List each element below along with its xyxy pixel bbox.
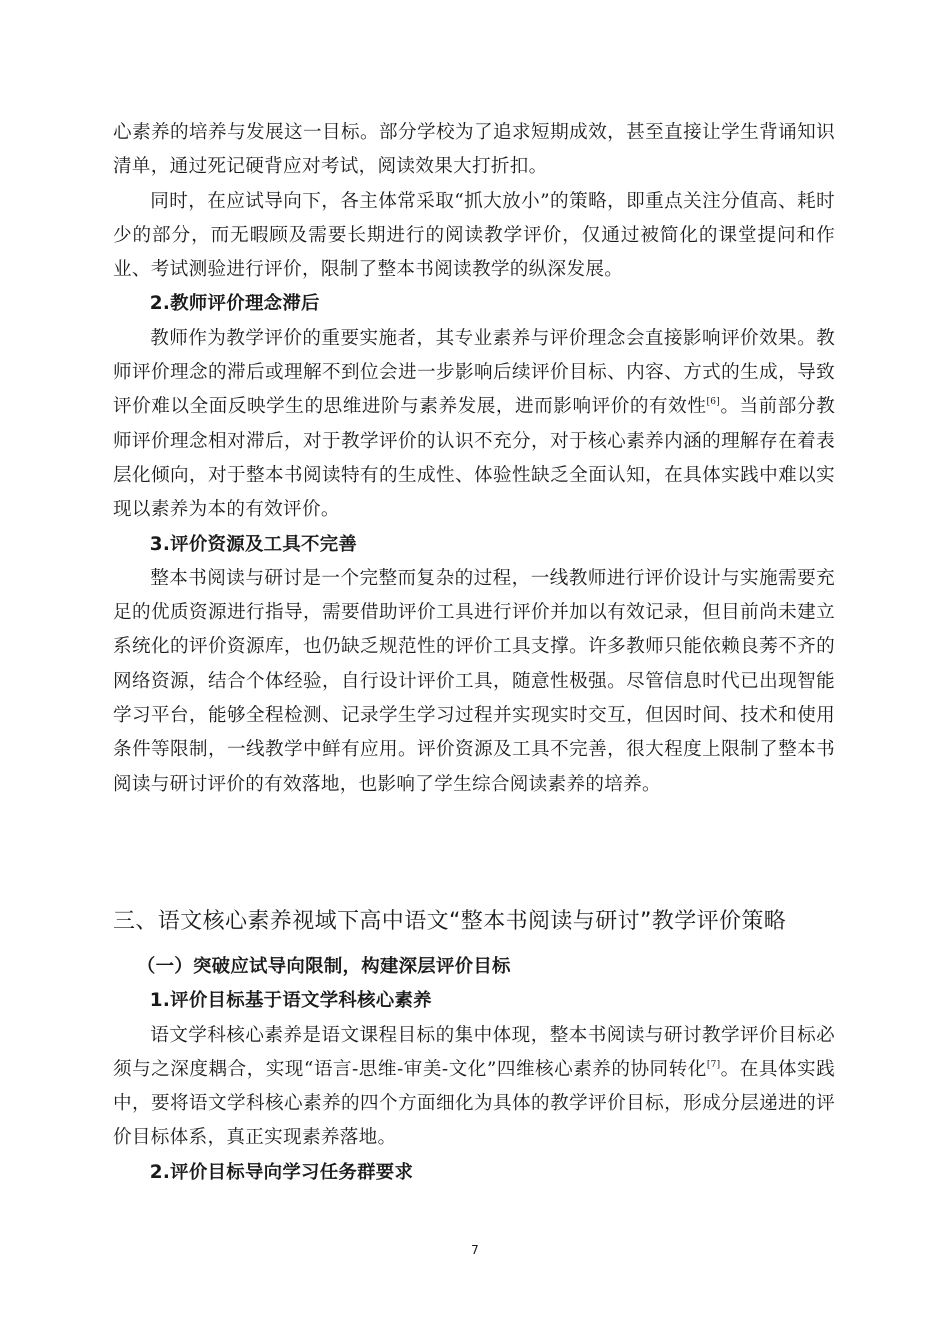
citation-6: [6] [706,397,721,408]
section-three [113,905,835,939]
paragraph-text: 。当前部分教师评价理念相对滞后，对于教学评价的认识不充分，对于核心素养内涵的理解存在着表层化倾向，对于整本书阅读特有的生成性、体验性缺乏全面认知，在具体实践中难以实现以素养为本的有效评价。 [113,396,835,521]
heading-evaluation-resources: 3.评价资源及工具不完善 [149,533,358,555]
paragraph-exam-orientation: 同时，在应试导向下，各主体常采取“抓大放小”的策略，即重点关注分值高、耗时少的部分，而无暇顾及需要长期进行的阅读教学评价，仅通过被简化的课堂提问和作业、考试测验进行评价，限制了整本书阅读教学的纵深发展。 [113,190,835,281]
paragraph-text: 语文学科核心素养是语文课程目标的集中体现，整本书阅读与研讨教学评价目标必须与之深度耦合，实现“语言-思维-审美-文化”四维核心素养的协同转化 [113,1024,835,1080]
page-number: 7 [471,1243,479,1257]
paragraph-text: 教师作为教学评价的重要实施者，其专业素养与评价理念会直接影响评价效果。教师评价理念的滞后或理解不到位会进一步影响后续评价目标、内容、方式的生成，导致评价难以全面反映学生的思维进阶与素养发展，进而影响评价的有效性 [113,327,835,418]
paragraph-text: 。在具体实践中，要将语文学科核心素养的四个方面细化为具体的教学评价目标，形成分层递进的评价目标体系，真正实现素养落地。 [113,1058,836,1149]
paragraph-resources: 整本书阅读与研讨是一个完整而复杂的过程，一线教师进行评价设计与实施需要充足的优质资源进行指导，需要借助评价工具进行评价并加以有效记录，但目前尚未建立系统化的评价资源库，也仍缺乏规范性的评价工具支撑。许多教师只能依赖良莠不齐的网络资源，结合个体经验，自行设计评价工具，随意性极强。尽管信息时代已出现智能学习平台，能够全程检测、记录学生学习过程并实现实时交互，但因时间、技术和使用条件等限制，一线教学中鲜有应用。评价资源及工具不完善，很大程度上限制了整本书阅读与研讨评价的有效落地，也影响了学生综合阅读素养的培养。 [113,567,835,795]
paragraph-continuation: 心素养的培养与发展这一目标。部分学校为了追求短期成效，甚至直接让学生背诵知识清单，通过死记硬背应对考试，阅读效果大打折扣。 [113,122,835,178]
paragraph-core-literacy [113,1019,835,1156]
heading-teacher-evaluation-concept: 2.教师评价理念滞后 [149,293,320,315]
citation-7: [7] [706,1059,721,1070]
section-three-body [113,950,835,1190]
section-heading-three: 三、语文核心素养视域下高中语文“整本书阅读与研讨”教学评价策略 [113,909,787,934]
subsection-heading-one: （一）突破应试导向限制，构建深层评价目标 [136,956,511,977]
paragraph-teacher-concept [113,322,835,528]
heading-core-literacy-goal: 1.评价目标基于语文学科核心素养 [149,990,432,1012]
heading-task-group-goal: 2.评价目标导向学习任务群要求 [149,1161,414,1183]
text-column [113,116,835,802]
